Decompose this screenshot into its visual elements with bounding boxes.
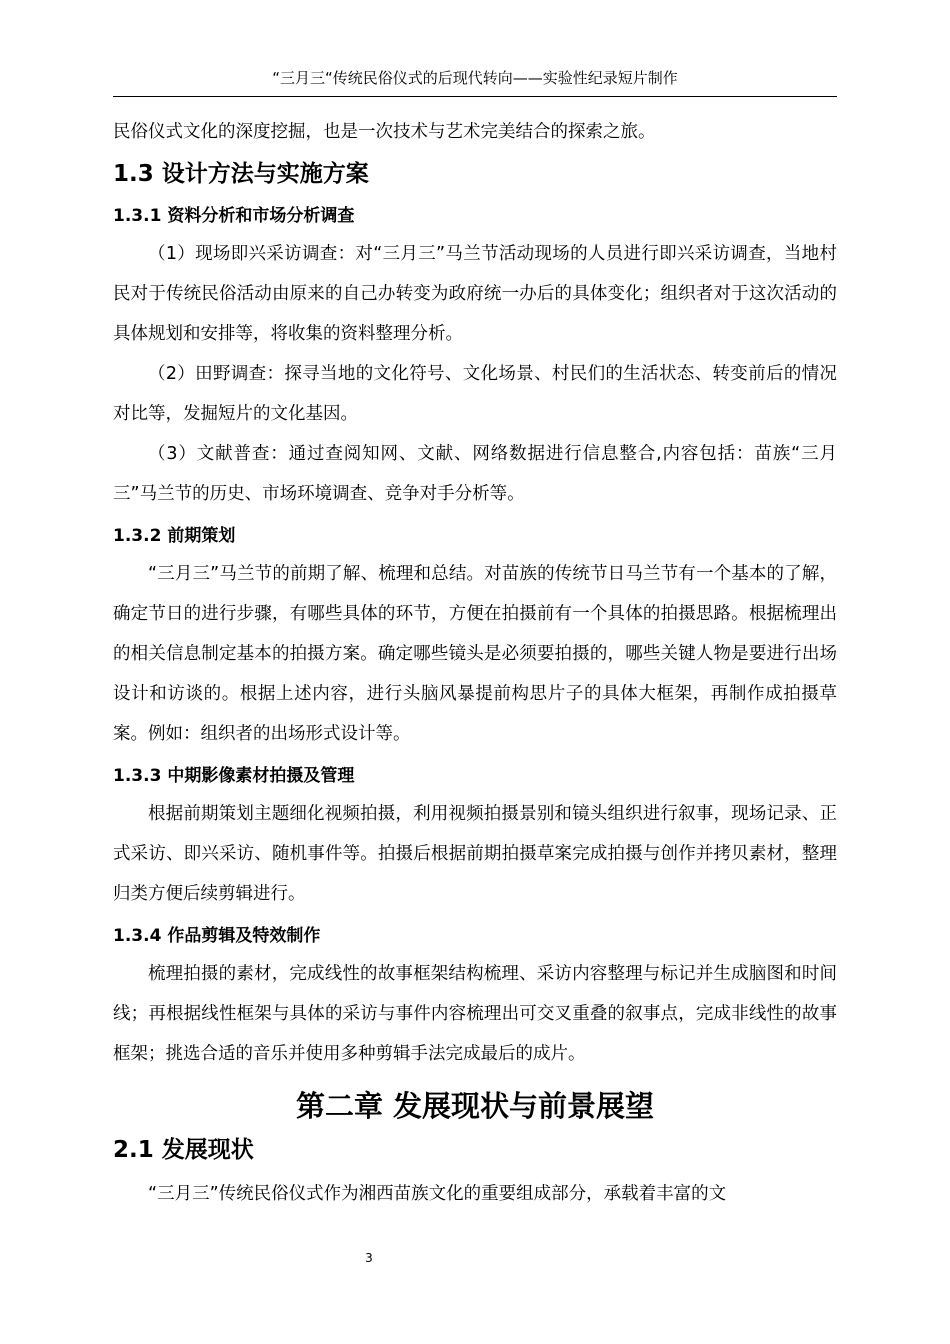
paragraph-1-3-1-c: （3）文献普查：通过查阅知网、文献、网络数据进行信息整合,内容包括：苗族“三月三”马兰节的历史、市场环境调查、竞争对手分析等。 <box>113 444 837 504</box>
section-heading-1-3: 1.3 设计方法与实施方案 <box>113 161 369 187</box>
paragraph-2-1: “三月三”传统民俗仪式作为湘西苗族文化的重要组成部分，承载着丰富的文 <box>148 1184 727 1204</box>
paragraph-1-3-3: 根据前期策划主题细化视频拍摄，利用视频拍摄景别和镜头组织进行叙事，现场记录、正式采访、即兴采访、随机事件等。拍摄后根据前期拍摄草案完成拍摄与创作并拷贝素材，整理归类方便后续剪辑进行。 <box>113 804 837 904</box>
page-number: 3 <box>365 1251 373 1265</box>
subsection-heading-1-3-2: 1.3.2 前期策划 <box>113 526 236 546</box>
chapter-heading-2: 第二章 发展现状与前景展望 <box>295 1089 655 1123</box>
header-divider <box>113 96 837 97</box>
subsection-heading-1-3-3: 1.3.3 中期影像素材拍摄及管理 <box>113 766 355 786</box>
paragraph-1-3-2: “三月三”马兰节的前期了解、梳理和总结。对苗族的传统节日马兰节有一个基本的了解，确定节日的进行步骤，有哪些具体的环节，方便在拍摄前有一个具体的拍摄思路。根据梳理出的相关信息制定基本的拍摄方案。确定哪些镜头是必须要拍摄的，哪些关键人物是要进行出场设计和访谈的。根据上述内容，进行头脑风暴提前构思片子的具体大框架，再制作成拍摄草案。例如：组织者的出场形式设计等。 <box>113 564 837 744</box>
section-heading-2-1: 2.1 发展现状 <box>113 1137 254 1163</box>
subsection-heading-1-3-1: 1.3.1 资料分析和市场分析调查 <box>113 206 355 226</box>
paragraph-1-3-1-a: （1）现场即兴采访调查：对“三月三”马兰节活动现场的人员进行即兴采访调查，当地村民对于传统民俗活动由原来的自己办转变为政府统一办后的具体变化；组织者对于这次活动的具体规划和安排等，将收集的资料整理分析。 <box>113 244 837 344</box>
running-header: “三月三“传统民俗仪式的后现代转向——实验性纪录短片制作 <box>272 69 678 87</box>
subsection-heading-1-3-4: 1.3.4 作品剪辑及特效制作 <box>113 926 321 946</box>
intro-continuation: 民俗仪式文化的深度挖掘，也是一次技术与艺术完美结合的探索之旅。 <box>113 122 656 142</box>
paragraph-1-3-1-b: （2）田野调查：探寻当地的文化符号、文化场景、村民们的生活状态、转变前后的情况对比等，发掘短片的文化基因。 <box>113 364 837 424</box>
paragraph-1-3-4: 梳理拍摄的素材，完成线性的故事框架结构梳理、采访内容整理与标记并生成脑图和时间线；再根据线性框架与具体的采访与事件内容梳理出可交叉重叠的叙事点，完成非线性的故事框架；挑选合适的音乐并使用多种剪辑手法完成最后的成片。 <box>113 964 837 1064</box>
page-content <box>113 112 837 1214</box>
